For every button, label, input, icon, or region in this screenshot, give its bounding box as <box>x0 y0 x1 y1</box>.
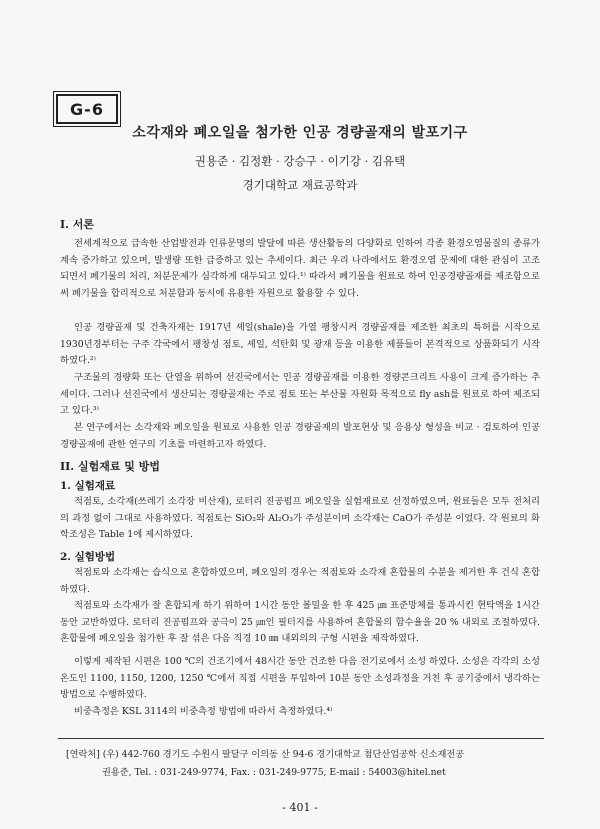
intro-paragraph-2: 인공 경량골재 및 건축자재는 1917년 셰일(shale)을 가열 팽창시켜 경량골재를 제조한 최초의 특허를 시작으로 1930년경부터는 구주 각국에서 팽창성 점토, 셰일, 석탄회 및 광재 등을 이용한 제품들이 본격적으로 상품화되기 시작하였다.²⁾ <box>60 322 540 367</box>
procedure-paragraph-2: 적점토와 소각재가 잘 혼합되게 하기 위하여 1시간 동안 볼밀을 한 후 425 ㎛ 표준망체를 통과시킨 현탁액을 1시간동안 교반하였다. 로터리 진공펌프와 공극이 25 ㎛인 필터지를 사용하여 혼합물의 함수율을 20 % 내외로 조절하였다. 혼합물에 폐오일을 첨가한 후 잘 섞은 다음 직경 10 ㎜ 내외의의 구형 시편을 제작하였다. <box>60 600 540 645</box>
page-number: - 401 - <box>282 801 318 814</box>
materials-paragraph: 적점토, 소각재(쓰레기 소각장 비산재), 로터리 진공펌프 폐오일을 실험재료로 선정하였으며, 원료들은 모두 전처리의 과정 없이 그대로 사용하였다. 적점토는 SiO₂와 Al₂O₃가 주성분이며 소각재는 CaO가 주성분 이었다. 각 원료의 화학조성은 Table 1에 제시하였다. <box>60 496 540 541</box>
procedure-paragraph-3: 이렇게 제작된 시편은 100 ℃의 건조기에서 48시간 동안 건조한 다음 전기로에서 소성 하였다. 소성은 각각의 소성온도인 1100, 1150, 1200, 1250 ℃에서 직접 시편을 투입하여 10분 동안 소성과정을 거친 후 공기중에서 냉각하는 방법으로 수행하였다. <box>60 656 540 701</box>
intro-paragraph-4: 본 연구에서는 소각재와 폐오일을 원료로 사용한 인공 경량골재의 발포현상 및 응용상 형성을 비교 · 검토하여 인공 경량골재에 관한 연구의 기초를 마련하고자 하였다. <box>60 422 540 450</box>
intro-paragraph-3: 구조물의 경량화 또는 단열을 위하여 선진국에서는 인공 경량골재를 이용한 경량콘크리트 사용이 크게 증가하는 추세이다. 그러나 선진국에서 생산되는 경량골재는 주로 점토 또는 부산물 자원화 목적으로 fly ash를 원료로 하여 제조되고 있다.³⁾ <box>60 372 540 417</box>
section-heading-methods: II. 실험재료 및 방법 <box>60 460 160 473</box>
contact-details: 권용준, Tel. : 031-249-9774, Fax. : 031-249-9775, E-mail : 54003@hitel.net <box>102 767 446 778</box>
footer-divider <box>58 738 544 739</box>
abstract-code-box <box>56 94 118 124</box>
intro-paragraph-1: 전세계적으로 급속한 산업발전과 인류문명의 발달에 따른 생산활동의 다양화로 인하여 각종 환경오염물질의 종류가 계속 증가하고 있으며, 발생량 또한 급증하고 있는 추세이다. 최근 우리 나라에서도 환경오염 문제에 대한 관심이 고조되면서 폐기물의 처리, 처분문제가 심각하게 대두되고 있다.¹⁾ 따라서 폐기물을 원료로 하여 인공경량골재를 제조함으로써 폐기물을 합리적으로 처분함과 동시에 유용한 자원으로 활용할 수 있다. <box>60 238 540 299</box>
section-heading-intro: I. 서론 <box>60 218 95 231</box>
abstract-code: G-6 <box>70 99 104 119</box>
author-list: 권용준 · 김정환 · 강승구 · 이기강 · 김유택 <box>194 154 406 168</box>
affiliation: 경기대학교 재료공학과 <box>242 178 358 192</box>
procedure-paragraph-1: 적점토와 소각재는 습식으로 혼합하였으며, 폐오일의 경우는 적점토와 소각재 혼합물의 수분을 제거한 후 건식 혼합하였다. <box>60 567 540 595</box>
procedure-paragraph-4: 비중측정은 KSL 3114의 비중측정 방법에 따라서 측정하였다.⁴⁾ <box>74 706 333 717</box>
paper-title: 소각재와 폐오일을 첨가한 인공 경량골재의 발포기구 <box>132 125 468 141</box>
subsection-heading-procedure: 2. 실험방법 <box>60 551 116 563</box>
contact-address: [연락처] (우) 442-760 경기도 수원시 팔달구 이의동 산 94-6 경기대학교 첨단산업공학 신소재전공 <box>66 749 465 760</box>
subsection-heading-materials: 1. 실험재료 <box>60 480 116 492</box>
